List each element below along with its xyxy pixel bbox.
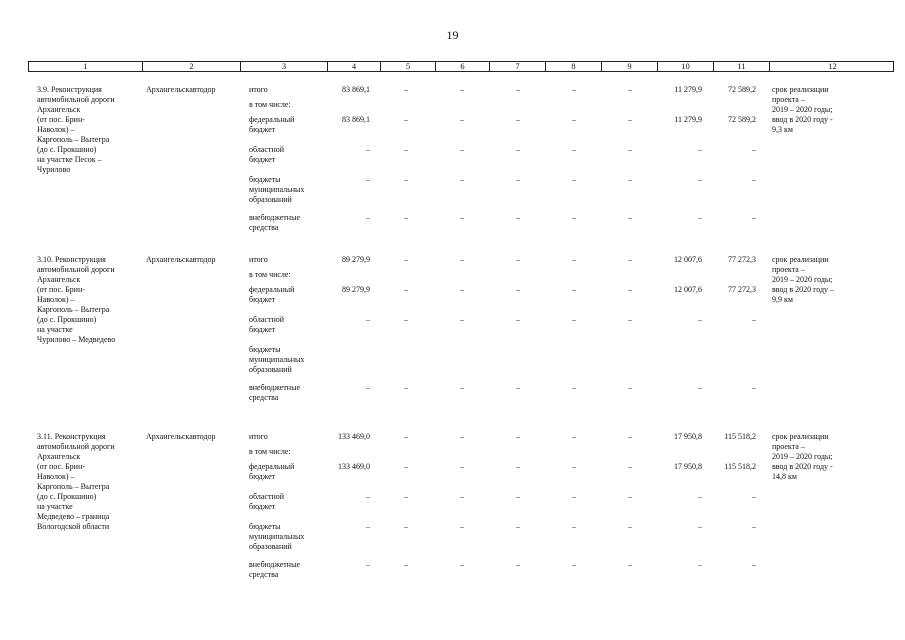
value-col-4: – [366,383,370,392]
value-col-10: – [698,492,702,501]
project-name-line: Наволок) – [37,125,75,134]
value-col-6: – [460,492,464,501]
value-col-4: 133 469,0 [338,462,370,471]
value-col-5: – [404,432,408,441]
value-col-8: – [572,175,576,184]
header-col-2: 2 [142,62,240,71]
project-name-line: на участке [37,325,73,334]
project-name-line: Каргополь – Вытегра [37,482,110,491]
row-label: муниципальных [249,355,305,364]
value-col-7: – [516,560,520,569]
row-label: итого [249,432,268,441]
value-col-10: 17 950,8 [674,432,702,441]
value-col-7: – [516,462,520,471]
value-col-8: – [572,383,576,392]
project-name-line: Наволок) – [37,472,75,481]
value-col-5: – [404,213,408,222]
value-col-7: – [516,383,520,392]
value-col-8: – [572,492,576,501]
note-line: 2019 – 2020 годы; [772,275,833,284]
value-col-7: – [516,315,520,324]
project-name-line: (до с. Прокшино) [37,315,97,324]
row-label: внебюджетные [249,213,300,222]
row-label: бюджет [249,502,276,511]
value-col-10: 12 007,6 [674,255,702,264]
value-col-10: 11 279,9 [674,115,702,124]
header-col-3: 3 [240,62,327,71]
project-name-line: 3.9. Реконструкция [37,85,102,94]
note-line: срок реализации [772,85,829,94]
row-label: областной [249,145,285,154]
value-col-11: 77 272,3 [728,255,756,264]
value-col-6: – [460,432,464,441]
value-col-8: – [572,560,576,569]
value-col-4: 83 869,1 [342,115,370,124]
value-col-10: – [698,522,702,531]
value-col-9: – [628,560,632,569]
value-col-9: – [628,115,632,124]
value-col-11: – [752,213,756,222]
row-label: бюджет [249,125,276,134]
value-col-6: – [460,85,464,94]
executor: Архангельскавтодор [146,255,216,264]
project-name-line: Медведево – граница [37,512,110,521]
note-line: 9,3 км [772,125,793,134]
project-name-line: автомобильной дороги [37,95,115,104]
value-col-7: – [516,492,520,501]
project-name-line: Архангельск [37,275,81,284]
value-col-10: 11 279,9 [674,85,702,94]
executor: Архангельскавтодор [146,85,216,94]
value-col-9: – [628,492,632,501]
value-col-7: – [516,285,520,294]
note-line: 2019 – 2020 годы; [772,105,833,114]
value-col-9: – [628,85,632,94]
project-name-line: (от пос. Брин- [37,285,85,294]
value-col-5: – [404,145,408,154]
value-col-5: – [404,175,408,184]
project-name-line: (до с. Прокшино) [37,145,97,154]
value-col-4: 133 469,0 [338,432,370,441]
row-label: внебюджетные [249,383,300,392]
value-col-11: – [752,175,756,184]
value-col-9: – [628,145,632,154]
project-name-line: Вологодской области [37,522,110,531]
project-name-line: Наволок) – [37,295,75,304]
value-col-5: – [404,462,408,471]
project-name-line: (от пос. Брин- [37,115,85,124]
row-label: бюджеты [249,522,281,531]
row-label: средства [249,393,279,402]
value-col-6: – [460,560,464,569]
value-col-9: – [628,522,632,531]
value-col-11: – [752,492,756,501]
note-line: ввод в 2020 году - [772,115,833,124]
value-col-11: – [752,315,756,324]
header-col-10: 10 [657,62,713,71]
row-label: итого [249,255,268,264]
value-col-8: – [572,145,576,154]
row-label: бюджеты [249,345,281,354]
value-col-9: – [628,255,632,264]
header-col-11: 11 [713,62,769,71]
project-name-line: (от пос. Брин- [37,462,85,471]
value-col-10: – [698,560,702,569]
value-col-4: – [366,315,370,324]
value-col-10: – [698,213,702,222]
value-col-10: 12 007,6 [674,285,702,294]
project-name-line: Чурилово – Медведево [37,335,116,344]
value-col-11: – [752,522,756,531]
header-col-12: 12 [769,62,895,71]
row-label: образований [249,195,292,204]
value-col-11: – [752,145,756,154]
note-line: проекта – [772,442,805,451]
project-name-line: на участке Песок – [37,155,102,164]
value-col-5: – [404,255,408,264]
value-col-5: – [404,315,408,324]
value-col-6: – [460,115,464,124]
table-header [28,61,894,72]
row-label: областной [249,315,285,324]
value-col-9: – [628,213,632,222]
value-col-8: – [572,462,576,471]
value-col-5: – [404,560,408,569]
row-label: бюджет [249,472,276,481]
value-col-9: – [628,175,632,184]
value-col-5: – [404,85,408,94]
note-line: ввод в 2020 году – [772,285,835,294]
executor: Архангельскавтодор [146,432,216,441]
value-col-9: – [628,315,632,324]
page-number: 19 [446,28,459,42]
value-col-11: 72 589,2 [728,85,756,94]
value-col-9: – [628,432,632,441]
value-col-10: – [698,315,702,324]
project-name-line: Каргополь – Вытегра [37,305,110,314]
note-line: 2019 – 2020 годы; [772,452,833,461]
value-col-4: 83 869,1 [342,85,370,94]
value-col-6: – [460,522,464,531]
value-col-11: 72 589,2 [728,115,756,124]
value-col-10: 17 950,8 [674,462,702,471]
value-col-10: – [698,383,702,392]
value-col-7: – [516,255,520,264]
project-name-line: автомобильной дороги [37,265,115,274]
value-col-4: – [366,522,370,531]
value-col-8: – [572,315,576,324]
project-name-line: Архангельск [37,105,81,114]
value-col-4: – [366,213,370,222]
row-label: бюджет [249,325,276,334]
value-col-11: 115 518,2 [724,432,756,441]
note-line: проекта – [772,265,805,274]
project-name-line: 3.10. Реконструкция [37,255,106,264]
value-col-7: – [516,213,520,222]
value-col-8: – [572,522,576,531]
value-col-10: – [698,145,702,154]
header-col-9: 9 [601,62,657,71]
value-col-11: 115 518,2 [724,462,756,471]
value-col-7: – [516,432,520,441]
project-name-line: на участке [37,502,73,511]
note-line: ввод в 2020 году - [772,462,833,471]
project-name-line: автомобильной дороги [37,442,115,451]
note-line: 9,9 км [772,295,793,304]
row-label: средства [249,570,279,579]
header-col-5: 5 [380,62,435,71]
project-name-line: (до с. Прокшино) [37,492,97,501]
header-col-7: 7 [489,62,545,71]
value-col-6: – [460,145,464,154]
project-name-line: 3.11. Реконструкция [37,432,106,441]
value-col-10: – [698,175,702,184]
value-col-7: – [516,522,520,531]
note-line: срок реализации [772,255,829,264]
value-col-4: 89 279,9 [342,255,370,264]
row-label: в том числе: [249,270,291,279]
header-col-4: 4 [327,62,380,71]
value-col-8: – [572,85,576,94]
row-label: муниципальных [249,185,305,194]
row-label: в том числе: [249,447,291,456]
value-col-5: – [404,115,408,124]
value-col-7: – [516,115,520,124]
value-col-4: – [366,175,370,184]
value-col-6: – [460,255,464,264]
value-col-9: – [628,285,632,294]
note-line: проекта – [772,95,805,104]
header-col-8: 8 [545,62,601,71]
row-label: бюджеты [249,175,281,184]
value-col-11: 77 272,3 [728,285,756,294]
value-col-6: – [460,285,464,294]
row-label: федеральный [249,115,295,124]
row-label: областной [249,492,285,501]
value-col-9: – [628,383,632,392]
project-name-line: Каргополь – Вытегра [37,135,110,144]
value-col-8: – [572,213,576,222]
value-col-7: – [516,175,520,184]
value-col-6: – [460,213,464,222]
value-col-8: – [572,285,576,294]
value-col-11: – [752,560,756,569]
project-name-line: Чурилово [37,165,71,174]
value-col-5: – [404,522,408,531]
value-col-4: – [366,145,370,154]
value-col-7: – [516,85,520,94]
row-label: муниципальных [249,532,305,541]
row-label: бюджет [249,295,276,304]
row-label: федеральный [249,462,295,471]
note-line: 14,8 км [772,472,797,481]
value-col-4: – [366,560,370,569]
row-label: образований [249,365,292,374]
value-col-7: – [516,145,520,154]
value-col-8: – [572,432,576,441]
value-col-6: – [460,315,464,324]
value-col-11: – [752,383,756,392]
value-col-6: – [460,462,464,471]
row-label: образований [249,542,292,551]
row-label: итого [249,85,268,94]
value-col-6: – [460,175,464,184]
row-label: в том числе: [249,100,291,109]
value-col-9: – [628,462,632,471]
value-col-5: – [404,285,408,294]
note-line: срок реализации [772,432,829,441]
value-col-4: 89 279,9 [342,285,370,294]
value-col-8: – [572,115,576,124]
row-label: внебюджетные [249,560,300,569]
row-label: федеральный [249,285,295,294]
value-col-4: – [366,492,370,501]
value-col-5: – [404,383,408,392]
header-col-6: 6 [435,62,489,71]
project-name-line: Архангельск [37,452,81,461]
value-col-5: – [404,492,408,501]
header-col-1: 1 [83,61,88,71]
value-col-8: – [572,255,576,264]
row-label: средства [249,223,279,232]
row-label: бюджет [249,155,276,164]
value-col-6: – [460,383,464,392]
